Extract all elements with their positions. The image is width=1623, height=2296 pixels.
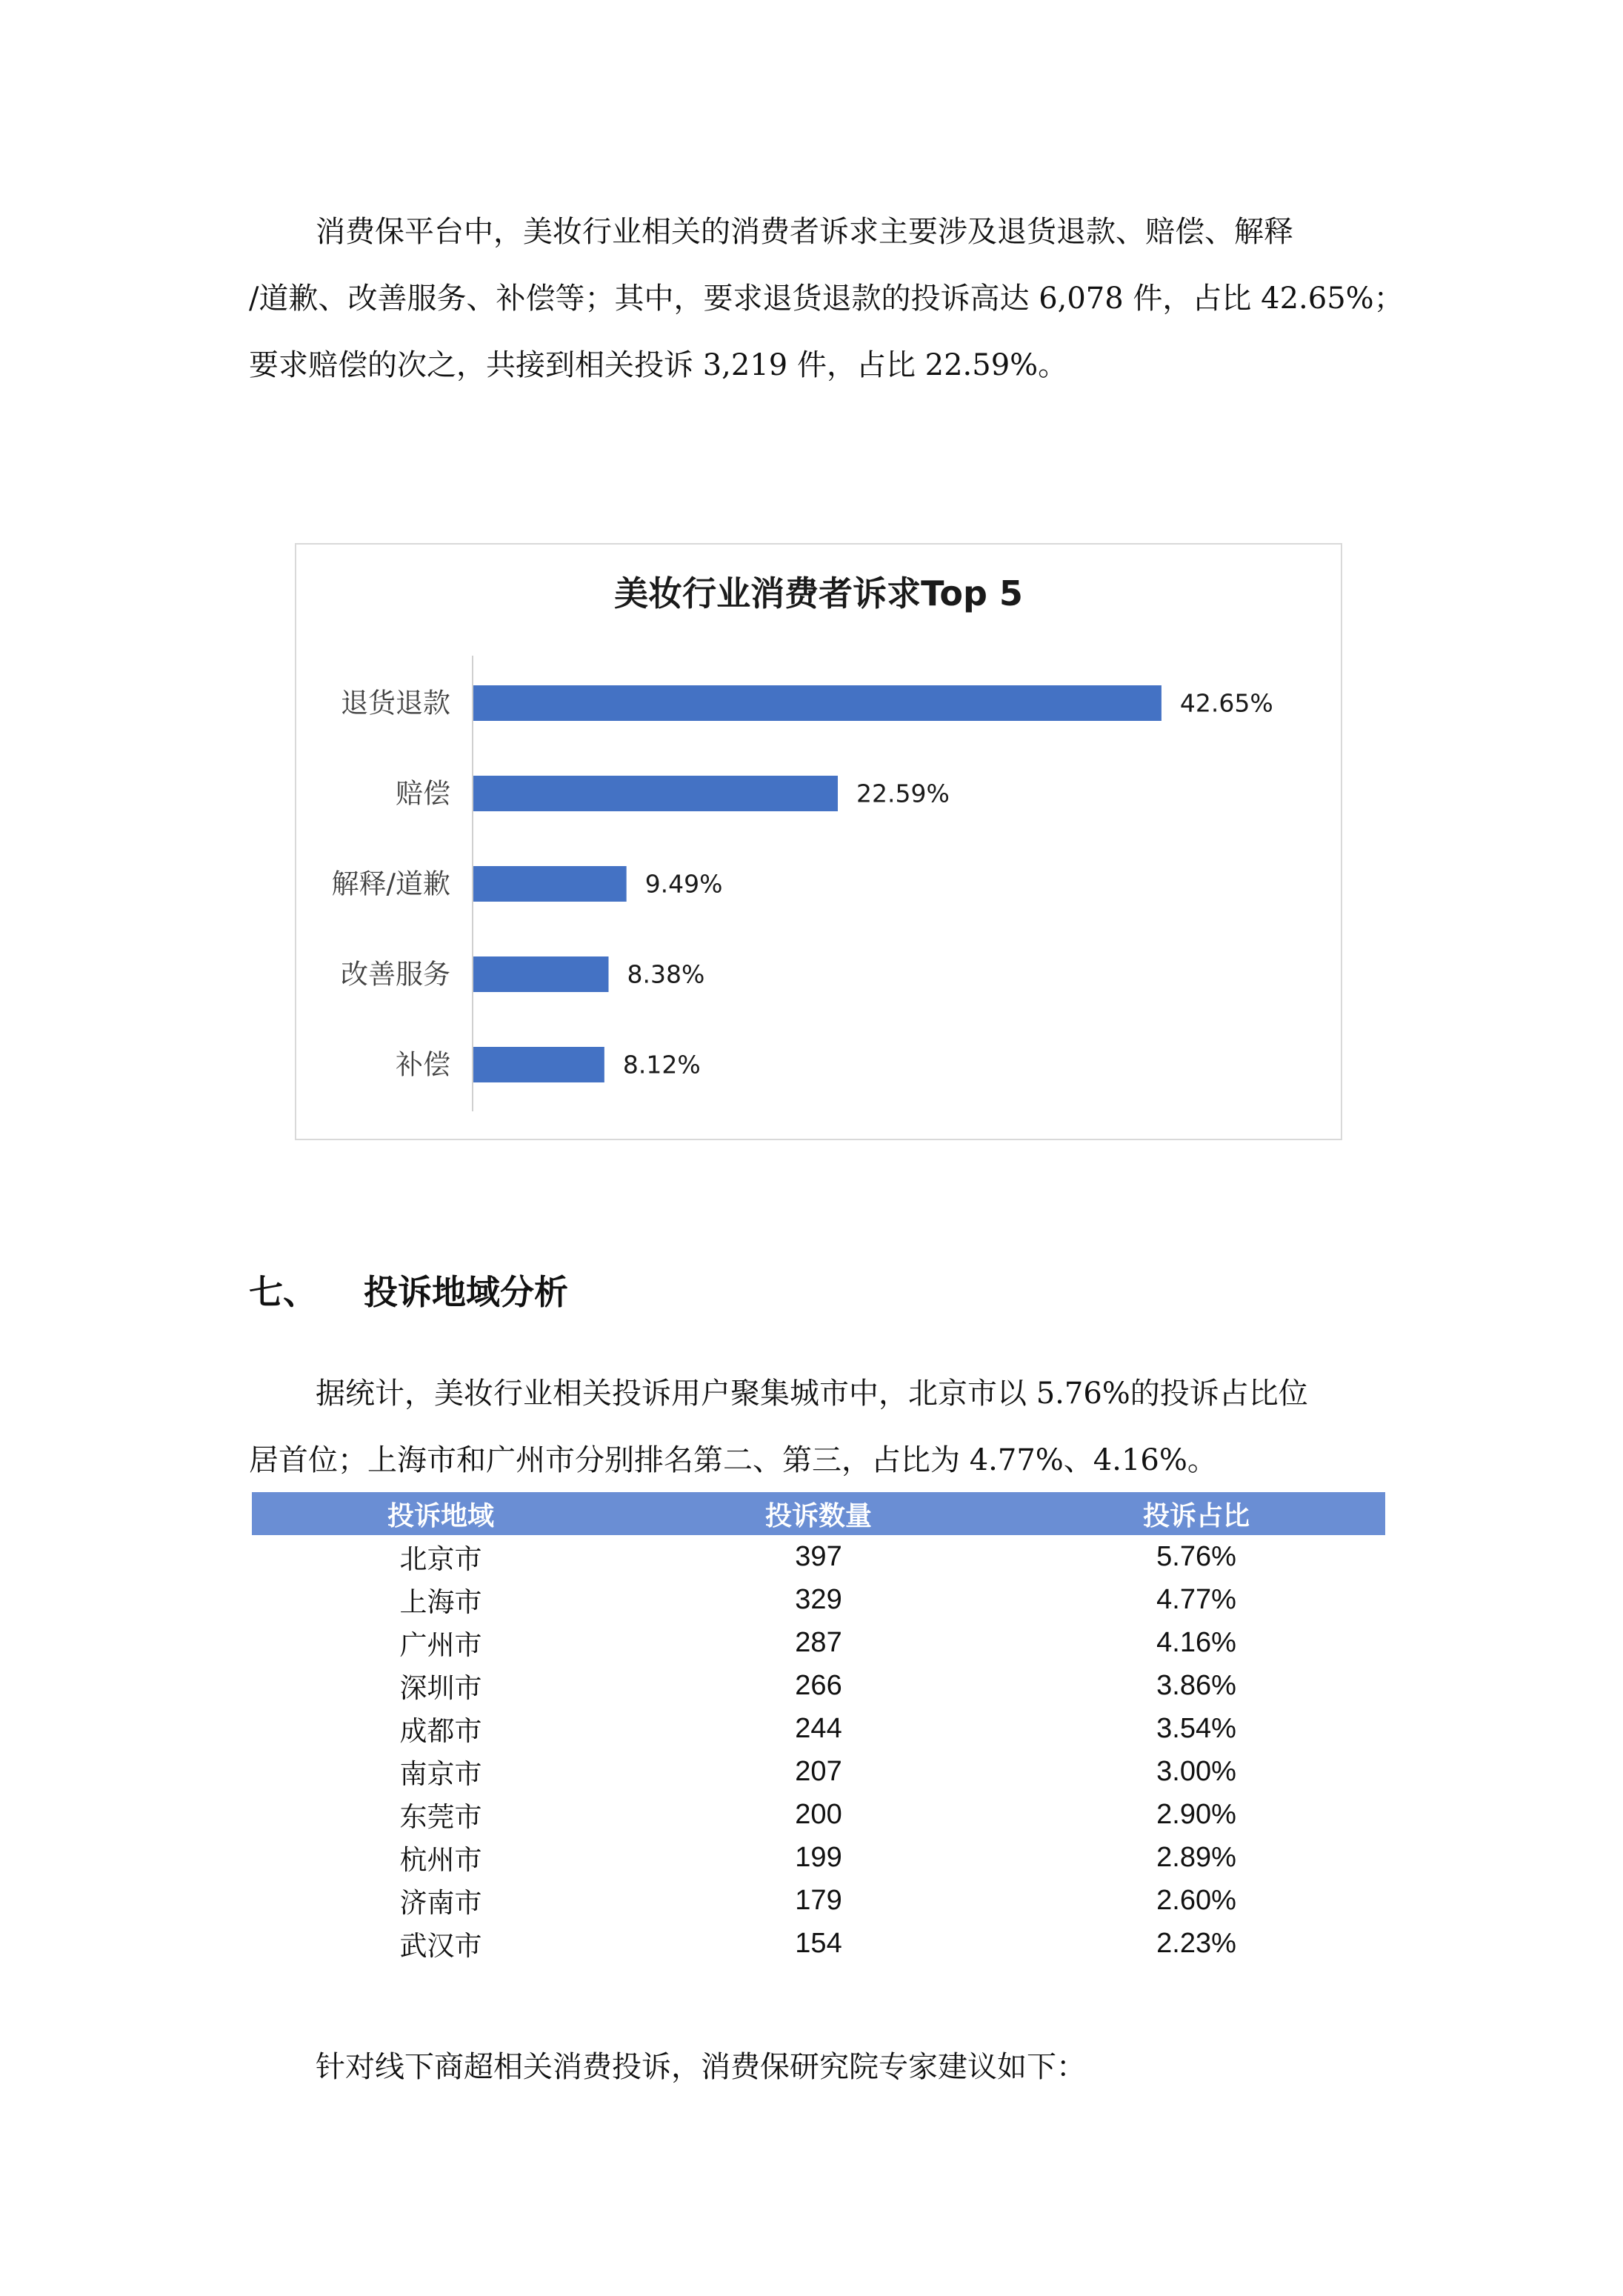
table-row bbox=[252, 1535, 1385, 1578]
cell-share: 4.77% bbox=[1156, 1583, 1236, 1615]
category-label: 补偿 bbox=[396, 1048, 450, 1081]
category-label: 赔偿 bbox=[396, 777, 450, 810]
chart-title: 美妆行业消费者诉求Top 5 bbox=[614, 573, 1023, 613]
paragraph-line: 针对线下商超相关消费投诉，消费保研究院专家建议如下： bbox=[316, 2050, 1086, 2084]
category-label: 改善服务 bbox=[341, 958, 450, 991]
paragraph-line: 消费保平台中，美妆行业相关的消费者诉求主要涉及退货退款、赔偿、解释 bbox=[316, 215, 1293, 249]
cell-count: 200 bbox=[795, 1798, 842, 1830]
table-row bbox=[252, 1879, 1385, 1922]
cell-count: 199 bbox=[795, 1841, 842, 1873]
region-table bbox=[252, 1492, 1385, 1965]
paragraph-line: 居首位；上海市和广州市分别排名第二、第三，占比为 4.77%、4.16%。 bbox=[249, 1443, 1217, 1477]
header-region: 投诉地域 bbox=[252, 1492, 630, 1535]
cell-share: 5.76% bbox=[1156, 1540, 1236, 1572]
cell-region: 上海市 bbox=[399, 1586, 482, 1618]
cell-count: 179 bbox=[795, 1884, 842, 1916]
section-title: 投诉地域分析 bbox=[364, 1272, 568, 1312]
cell-share: 2.60% bbox=[1156, 1884, 1236, 1916]
section-heading bbox=[249, 1265, 568, 1314]
cell-share: 3.54% bbox=[1156, 1712, 1236, 1744]
cell-count: 397 bbox=[795, 1540, 842, 1572]
cell-region: 武汉市 bbox=[399, 1930, 482, 1962]
cell-count: 266 bbox=[795, 1669, 842, 1701]
cell-count: 329 bbox=[795, 1583, 842, 1615]
bar bbox=[473, 866, 627, 902]
table-row bbox=[252, 1922, 1385, 1965]
bar bbox=[473, 956, 609, 992]
data-label: 8.38% bbox=[627, 959, 705, 989]
table-row bbox=[252, 1664, 1385, 1707]
region-paragraph bbox=[249, 1360, 1390, 1494]
cell-share: 2.23% bbox=[1156, 1927, 1236, 1959]
cell-share: 3.00% bbox=[1156, 1755, 1236, 1787]
data-label: 42.65% bbox=[1179, 688, 1273, 718]
cell-region: 深圳市 bbox=[399, 1672, 482, 1704]
cell-region: 杭州市 bbox=[399, 1844, 482, 1876]
section-number: 七、 bbox=[249, 1272, 317, 1312]
bar bbox=[473, 685, 1162, 721]
cell-region: 北京市 bbox=[399, 1543, 482, 1575]
category-label: 解释/道歉 bbox=[331, 868, 450, 900]
intro-paragraph bbox=[249, 199, 1404, 399]
cell-count: 207 bbox=[795, 1755, 842, 1787]
bar bbox=[473, 776, 838, 811]
header-count: 投诉数量 bbox=[630, 1492, 1007, 1535]
table-row bbox=[252, 1750, 1385, 1793]
table-row bbox=[252, 1621, 1385, 1664]
data-label: 9.49% bbox=[644, 869, 723, 899]
cell-count: 244 bbox=[795, 1712, 842, 1744]
data-label: 22.59% bbox=[856, 779, 950, 808]
paragraph-line: 据统计，美妆行业相关投诉用户聚集城市中，北京市以 5.76%的投诉占比位 bbox=[316, 1377, 1308, 1411]
bar-chart-svg bbox=[296, 545, 1341, 1139]
cell-region: 济南市 bbox=[399, 1887, 482, 1919]
table-row bbox=[252, 1793, 1385, 1836]
table-row bbox=[252, 1707, 1385, 1750]
category-label: 退货退款 bbox=[341, 687, 450, 719]
cell-count: 287 bbox=[795, 1626, 842, 1658]
cell-share: 2.89% bbox=[1156, 1841, 1236, 1873]
cell-share: 2.90% bbox=[1156, 1798, 1236, 1830]
cell-region: 东莞市 bbox=[399, 1801, 482, 1833]
bar bbox=[473, 1047, 604, 1082]
paragraph-line: 要求赔偿的次之，共接到相关投诉 3,219 件，占比 22.59%。 bbox=[249, 348, 1068, 382]
cell-region: 南京市 bbox=[399, 1758, 482, 1790]
header-share: 投诉占比 bbox=[1007, 1492, 1385, 1535]
cell-region: 成都市 bbox=[399, 1715, 482, 1747]
table-row bbox=[252, 1836, 1385, 1879]
cell-count: 154 bbox=[795, 1927, 842, 1959]
table-row bbox=[252, 1578, 1385, 1621]
table-header-row bbox=[252, 1492, 1385, 1535]
data-label: 8.12% bbox=[622, 1050, 701, 1079]
demand-chart bbox=[295, 543, 1342, 1140]
cell-share: 3.86% bbox=[1156, 1669, 1236, 1701]
paragraph-line: /道歉、改善服务、补偿等；其中，要求退货退款的投诉高达 6,078 件，占比 42.65%； bbox=[249, 282, 1404, 316]
cell-region: 广州市 bbox=[399, 1629, 482, 1661]
cell-share: 4.16% bbox=[1156, 1626, 1236, 1658]
advice-paragraph bbox=[249, 2034, 1390, 2100]
